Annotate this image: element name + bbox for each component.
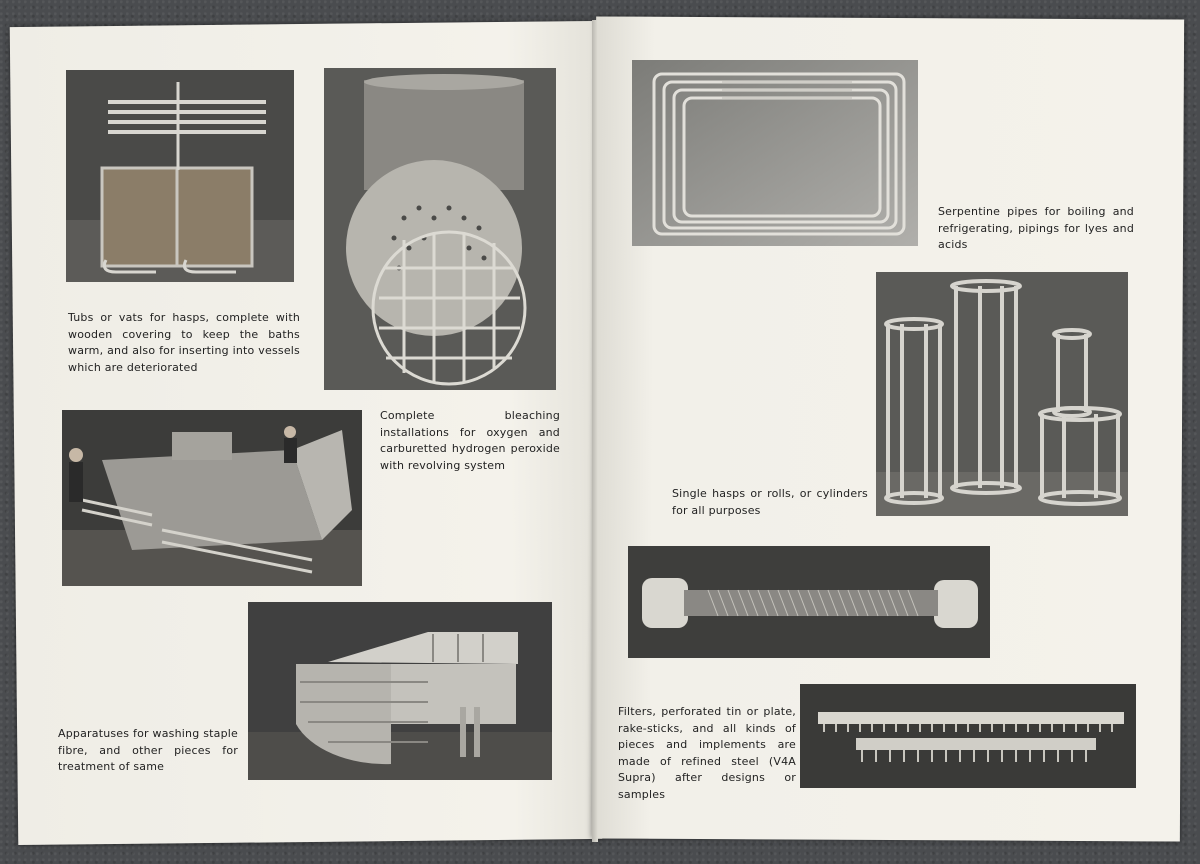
photo-filters (800, 684, 1136, 788)
caption-serpentine: Serpentine pipes for boiling and refrigerating, pipings for lyes and acids (938, 205, 1134, 251)
caption-tubs: Tubs or vats for hasps, complete with wooden covering to keep the baths warm, and also for inserting into vessels which are deteriorated (68, 311, 300, 374)
caption-washing: Apparatuses for washing staple fibre, and other pieces for treatment of same (58, 727, 238, 773)
photo-bleaching (62, 410, 362, 586)
book-spine (592, 20, 598, 842)
caption-filters: Filters, perforated tin or plate, rake-sticks, and all kinds of pieces and implements are made of refined steel (V4A Supra) after designs or samples (618, 705, 796, 801)
photo-serpentine (632, 60, 918, 246)
caption-hasps: Single hasps or rolls, or cylinders for all purposes (672, 487, 868, 517)
photo-hasps (876, 272, 1128, 516)
photo-perforated-vessel (324, 68, 556, 390)
caption-bleaching: Complete bleaching installations for oxygen and carburetted hydrogen peroxide with revolving system (380, 409, 560, 472)
photo-washing (248, 602, 552, 780)
photo-roller (628, 546, 990, 658)
photo-tubs (66, 70, 294, 282)
